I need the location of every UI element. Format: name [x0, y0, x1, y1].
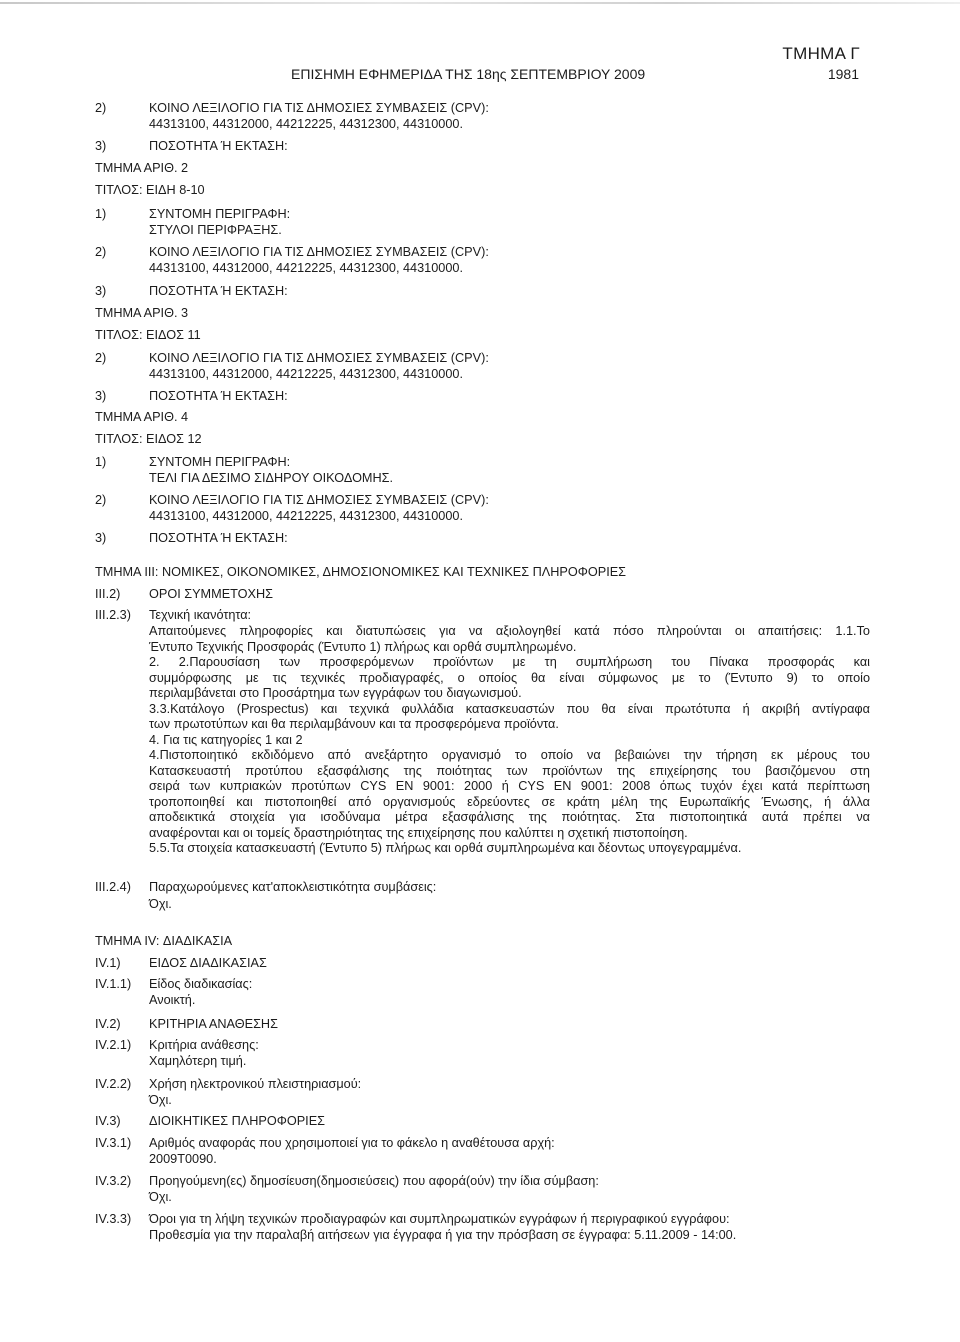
- journal-header: ΕΠΙΣΗΜΗ ΕΦΗΜΕΡΙΔΑ ΤΗΣ 18ης ΣΕΠΤΕΜΒΡΙΟΥ 2009: [291, 66, 646, 82]
- paragraph-line: συμμόρφωσης με τις τεχνικές προδιαγραφές, ο οποίος θα είναι σύμφωνος με το (Έντυπο 9) το οποίο: [149, 670, 870, 685]
- short-description-heading: ΣΥΝΤΟΜΗ ΠΕΡΙΓΡΑΦΗ:: [149, 455, 291, 469]
- cpv-codes: 44313100, 44312000, 44212225, 44312300, 44310000.: [149, 117, 463, 131]
- quantity-heading: ΠΟΣΟΤΗΤΑ Ή ΕΚΤΑΣΗ:: [149, 139, 288, 153]
- paragraph-line: Κατασκευαστή προτύπου εξασφάλισης της ποιότητας των προϊόντων της επιχείρησης του βασιζόμενου στη: [149, 763, 870, 778]
- lot-number: ΤΜΗΜΑ ΑΡΙΘ. 2: [95, 161, 189, 175]
- item-number: III.2.3): [95, 608, 131, 622]
- short-description-heading: ΣΥΝΤΟΜΗ ΠΕΡΙΓΡΑΦΗ:: [149, 207, 291, 221]
- cpv-heading: ΚΟΙΝΟ ΛΕΞΙΛΟΓΙΟ ΓΙΑ ΤΙΣ ΔΗΜΟΣΙΕΣ ΣΥΜΒΑΣΕΙΣ (CPV):: [149, 245, 489, 259]
- item-number: 2): [95, 493, 107, 507]
- procedure-kind-value: Ανοικτή.: [149, 993, 196, 1007]
- lot-title: ΤΙΤΛΟΣ: ΕΙΔΟΣ 11: [95, 328, 201, 342]
- item-number: IV.1.1): [95, 977, 132, 991]
- lot-title: ΤΙΤΛΟΣ: ΕΙΔΟΣ 12: [95, 432, 202, 446]
- documents-conditions-label: Όροι για τη λήψη τεχνικών προδιαγραφών και συμπληρωματικών εγγράφων ή περιγραφικού εγγράφου:: [149, 1212, 730, 1226]
- cpv-codes: 44313100, 44312000, 44212225, 44312300, 44310000.: [149, 261, 463, 275]
- item-number: IV.3.2): [95, 1174, 132, 1188]
- short-description: ΣΤΥΛΟΙ ΠΕΡΙΦΡΑΞΗΣ.: [149, 223, 282, 237]
- short-description: ΤΕΛΙ ΓΙΑ ΔΕΣΙΜΟ ΣΙΔΗΡΟΥ ΟΙΚΟΔΟΜΗΣ.: [149, 471, 394, 485]
- section-tag: ΤΜΗΜΑ Γ: [782, 44, 860, 63]
- paragraph-line: Απαιτούμενες πληροφορίες και διατυπώσεις για να αξιολογηθεί κατά πόσο πληρούνται οι απαιτήσεις: 1.1.Το: [149, 624, 870, 638]
- lot-title: ΤΙΤΛΟΣ: ΕΙΔΗ 8-10: [95, 183, 205, 197]
- reserved-contracts-heading: Παραχωρούμενες κατ'αποκλειστικότητα συμβάσεις:: [149, 880, 437, 894]
- item-number: IV.3.1): [95, 1136, 132, 1150]
- lot-number: ΤΜΗΜΑ ΑΡΙΘ. 3: [95, 306, 189, 320]
- lot-number: ΤΜΗΜΑ ΑΡΙΘ. 4: [95, 410, 189, 424]
- administrative-info-heading: ΔΙΟΙΚΗΤΙΚΕΣ ΠΛΗΡΟΦΟΡΙΕΣ: [149, 1114, 326, 1128]
- previous-publication-value: Όχι.: [149, 1190, 172, 1204]
- electronic-auction-value: Όχι.: [149, 1093, 172, 1107]
- item-number: IV.3): [95, 1114, 121, 1128]
- previous-publication-label: Προηγούμενη(ες) δημοσίευση(δημοσιεύσεις) που αφορά(ούν) την ίδια σύμβαση:: [149, 1174, 599, 1188]
- paragraph-line: των πρωτοτύπων και θα περιλαμβάνουν και τα προσφερόμενα προϊόντα.: [149, 717, 559, 731]
- section-heading: ΤΜΗΜΑ IV: ΔΙΑΔΙΚΑΣΙΑ: [95, 934, 233, 948]
- paragraph-line: περιλαμβάνεται στο Προσάρτημα των εγγράφων του διαγωνισμού.: [149, 686, 522, 700]
- paragraph-line: Έντυπο Τεχνικής Προσφοράς (Έντυπο 1) πλήρως και ορθά συμπληρωμένο.: [149, 639, 577, 654]
- item-number: III.2.4): [95, 880, 131, 894]
- paragraph-line: αναφέρονται και οι τομείς δραστηριότητας της επιχείρησης που καλύπτει η σχετική πιστοποίηση.: [149, 825, 688, 840]
- file-reference-value: 2009T0090.: [149, 1152, 217, 1166]
- page-number: 1981: [827, 66, 859, 82]
- item-number: 3): [95, 389, 107, 403]
- electronic-auction-label: Χρήση ηλεκτρονικού πλειστηριασμού:: [149, 1077, 362, 1091]
- item-number: 3): [95, 531, 107, 545]
- item-number: 1): [95, 455, 107, 469]
- award-criteria-heading: ΚΡΙΤΗΡΙΑ ΑΝΑΘΕΣΗΣ: [149, 1017, 278, 1031]
- paragraph-line: τροποποιηθεί και πιστοποιηθεί από οργανισμούς εδρεύοντες σε κράτη μέλη της Ευρωπαϊκής Ένωσης, ή άλλα: [149, 794, 870, 809]
- documents-deadline: Προθεσμία για την παραλαβή αιτήσεων για έγγραφα ή για την πρόσβαση σε έγγραφα: 5.11.2009 - 14:00.: [149, 1228, 737, 1242]
- procedure-kind-label: Είδος διαδικασίας:: [149, 977, 253, 991]
- cpv-heading: ΚΟΙΝΟ ΛΕΞΙΛΟΓΙΟ ΓΙΑ ΤΙΣ ΔΗΜΟΣΙΕΣ ΣΥΜΒΑΣΕΙΣ (CPV):: [149, 101, 489, 115]
- item-number: 3): [95, 139, 107, 153]
- quantity-heading: ΠΟΣΟΤΗΤΑ Ή ΕΚΤΑΣΗ:: [149, 284, 288, 298]
- item-number: 1): [95, 207, 107, 221]
- award-criteria-label: Κριτήρια ανάθεσης:: [149, 1038, 259, 1052]
- item-number: IV.2): [95, 1017, 121, 1031]
- item-number: IV.3.3): [95, 1212, 132, 1226]
- paragraph-line: 3.3.Κατάλογο (Prospectus) και τεχνικά φυλλάδια κατασκευαστών που θα είναι πρωτότυπα ή ακριβή αντίγραφα: [149, 701, 870, 716]
- item-number: IV.2.1): [95, 1038, 132, 1052]
- item-number: III.2): [95, 587, 121, 601]
- paragraph-line: 5.5.Τα στοιχεία κατασκευαστή (Έντυπο 5) πλήρως και ορθά συμπληρωμένα και δέοντως υπογεγραμμένα.: [149, 841, 742, 855]
- section-heading: ΤΜΗΜΑ III: ΝΟΜΙΚΕΣ, ΟΙΚΟΝΟΜΙΚΕΣ, ΔΗΜΟΣΙΟΝΟΜΙΚΕΣ ΚΑΙ ΤΕΧΝΙΚΕΣ ΠΛΗΡΟΦΟΡΙΕΣ: [95, 565, 627, 579]
- item-number: 2): [95, 351, 107, 365]
- paragraph-line: 4. Για τις κατηγορίες 1 και 2: [149, 732, 303, 747]
- technical-ability-text: [149, 624, 870, 857]
- quantity-heading: ΠΟΣΟΤΗΤΑ Ή ΕΚΤΑΣΗ:: [149, 531, 288, 545]
- cpv-codes: 44313100, 44312000, 44212225, 44312300, 44310000.: [149, 367, 463, 381]
- award-criteria-value: Χαμηλότερη τιμή.: [149, 1054, 247, 1068]
- cpv-heading: ΚΟΙΝΟ ΛΕΞΙΛΟΓΙΟ ΓΙΑ ΤΙΣ ΔΗΜΟΣΙΕΣ ΣΥΜΒΑΣΕΙΣ (CPV):: [149, 351, 489, 365]
- cpv-codes: 44313100, 44312000, 44212225, 44312300, 44310000.: [149, 509, 463, 523]
- scan-edge-line: [0, 2, 960, 4]
- item-number: 2): [95, 101, 107, 115]
- item-number: IV.2.2): [95, 1077, 132, 1091]
- reserved-contracts-value: Όχι.: [149, 897, 172, 911]
- item-number: IV.1): [95, 956, 121, 970]
- paragraph-line: 4.Πιστοποιητικό εκδιδόμενο από ανεξάρτητο οργανισμό το οποίο να βεβαιώνει την τήρηση εκ μέρους του: [149, 748, 870, 762]
- paragraph-line: αποδεικτικά στοιχεία για ισοδύναμα μέτρα εξασφάλισης της ποιότητας. Στα πιστοποιητικά αυτά πρέπει να: [149, 810, 870, 824]
- cpv-heading: ΚΟΙΝΟ ΛΕΞΙΛΟΓΙΟ ΓΙΑ ΤΙΣ ΔΗΜΟΣΙΕΣ ΣΥΜΒΑΣΕΙΣ (CPV):: [149, 493, 489, 507]
- item-number: 3): [95, 284, 107, 298]
- paragraph-line: σειρά των κυπριακών προτύπων CYS EN 9001: 2000 ή CYS EN 9001: 2008 όπως τυχόν έχει κατά περίπτωση: [149, 779, 870, 793]
- technical-ability-heading: Τεχνική ικανότητα:: [149, 608, 252, 622]
- participation-conditions-heading: ΟΡΟΙ ΣΥΜΜΕΤΟΧΗΣ: [149, 587, 274, 601]
- quantity-heading: ΠΟΣΟΤΗΤΑ Ή ΕΚΤΑΣΗ:: [149, 389, 288, 403]
- item-number: 2): [95, 245, 107, 259]
- paragraph-line: 2. 2.Παρουσίαση των προσφερόμενων προϊόντων με τη συμπλήρωση του Πίνακα προσφοράς και: [149, 655, 870, 669]
- file-reference-label: Αριθμός αναφοράς που χρησιμοποιεί για το φάκελο η αναθέτουσα αρχή:: [149, 1136, 555, 1150]
- procedure-type-heading: ΕΙΔΟΣ ΔΙΑΔΙΚΑΣΙΑΣ: [149, 956, 267, 970]
